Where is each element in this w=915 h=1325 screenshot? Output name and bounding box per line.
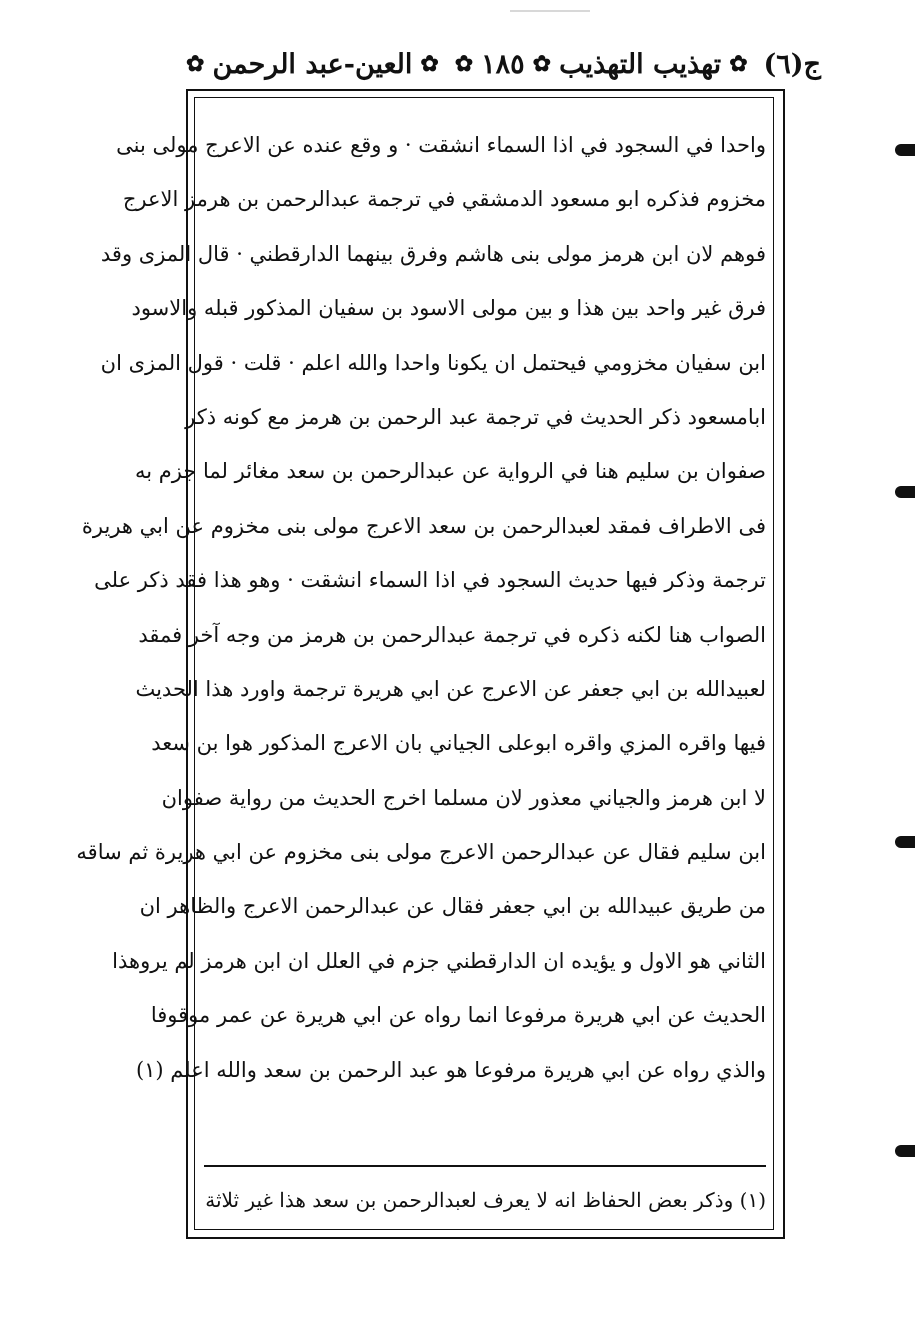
text-line: الحديث عن ابي هريرة مرفوعا انما رواه عن ابي هريرة عن عمر موقوفا xyxy=(150,1003,766,1028)
page-number: ١٨٥ xyxy=(481,48,525,80)
text-line: ابامسعود ذكر الحديث في ترجمة عبد الرحمن بن هرمز مع كونه ذكر xyxy=(185,404,766,429)
text-line: الثاني هو الاول و يؤيده ان الدارقطني جزم في العلل ان ابن هرمز لم يروهذا xyxy=(112,948,766,973)
binding-mark xyxy=(895,144,915,156)
section-label: العين-عبد الرحمن xyxy=(212,48,413,80)
header-section-group xyxy=(186,49,439,80)
text-line: ابن سفيان مخزومي فيحتمل ان يكونا واحدا والله اعلم · قلت · قول المزى ان xyxy=(100,350,766,375)
footnote-separator xyxy=(204,1165,766,1167)
text-line: فوهم لان ابن هرمز مولى بنى هاشم وفرق بينهما الدارقطني · قال المزى وقد xyxy=(100,241,766,266)
text-line: صفوان بن سليم هنا في الرواية عن عبدالرحمن بن سعد مغائر لما جزم به xyxy=(134,459,766,484)
text-line: الصواب هنا لكنه ذكره في ترجمة عبدالرحمن بن هرمز من وجه آخر فمقد xyxy=(138,622,766,647)
footnote: (١) وذكر بعض الحفاظ انه لا يعرف لعبدالرحمن بن سعد هذا غير ثلاثة xyxy=(205,1188,766,1212)
page-header xyxy=(186,44,821,84)
flower-ornament-icon: ✿ xyxy=(420,51,439,77)
main-text-block xyxy=(76,118,766,1097)
flower-ornament-icon: ✿ xyxy=(454,51,474,77)
text-line: لعبيدالله بن ابي جعفر عن الاعرج عن ابي هريرة ترجمة واورد هذا الحديث xyxy=(135,676,766,701)
text-line: فرق غير واحد بين هذا و بين مولى الاسود بن سفيان المذكور قبله والاسود xyxy=(131,296,766,321)
text-line: لا ابن هرمز والجياني معذور لان مسلما اخرج الحديث من رواية صفوان xyxy=(161,785,766,810)
text-line: من طريق عبيدالله بن ابي جعفر فقال عن عبدالرحمن الاعرج والظاهر ان xyxy=(139,894,766,919)
book-title: تهذيب التهذيب xyxy=(559,48,722,80)
text-line: ابن سليم فقال عن عبدالرحمن الاعرج مولى بنى مخزوم عن ابي هريرة ثم ساقه xyxy=(76,840,766,865)
text-line: فيها واقره المزي واقره ابوعلى الجياني بان الاعرج المذكور هوا بن سعد xyxy=(151,731,766,756)
text-line: واحدا في السجود في اذا السماء انشقت · و وقع عنده عن الاعرج مولى بنى xyxy=(116,133,766,157)
header-center xyxy=(455,49,748,80)
flower-ornament-icon: ✿ xyxy=(186,51,205,77)
binding-mark xyxy=(895,1145,915,1157)
text-line: والذي رواه عن ابي هريرة مرفوعا هو عبد الرحمن بن سعد والله اعلم (١) xyxy=(135,1057,766,1082)
text-line: ترجمة وذكر فيها حديث السجود في اذا السماء انشقت · وهو هذا فقد ذكر على xyxy=(94,568,766,593)
flower-ornament-icon: ✿ xyxy=(532,51,552,77)
scan-smudge xyxy=(510,10,590,12)
binding-mark xyxy=(895,486,915,498)
binding-mark xyxy=(895,836,915,848)
volume-label: ج(٦) xyxy=(763,48,821,80)
text-line: مخزوم فذكره ابو مسعود الدمشقي في ترجمة عبدالرحمن بن هرمز الاعرج xyxy=(122,187,766,212)
text-line: فى الاطراف فمقد لعبدالرحمن بن سعد الاعرج مولى بنى مخزوم عن ابي هريرة xyxy=(81,513,766,538)
flower-ornament-icon: ✿ xyxy=(729,51,748,77)
